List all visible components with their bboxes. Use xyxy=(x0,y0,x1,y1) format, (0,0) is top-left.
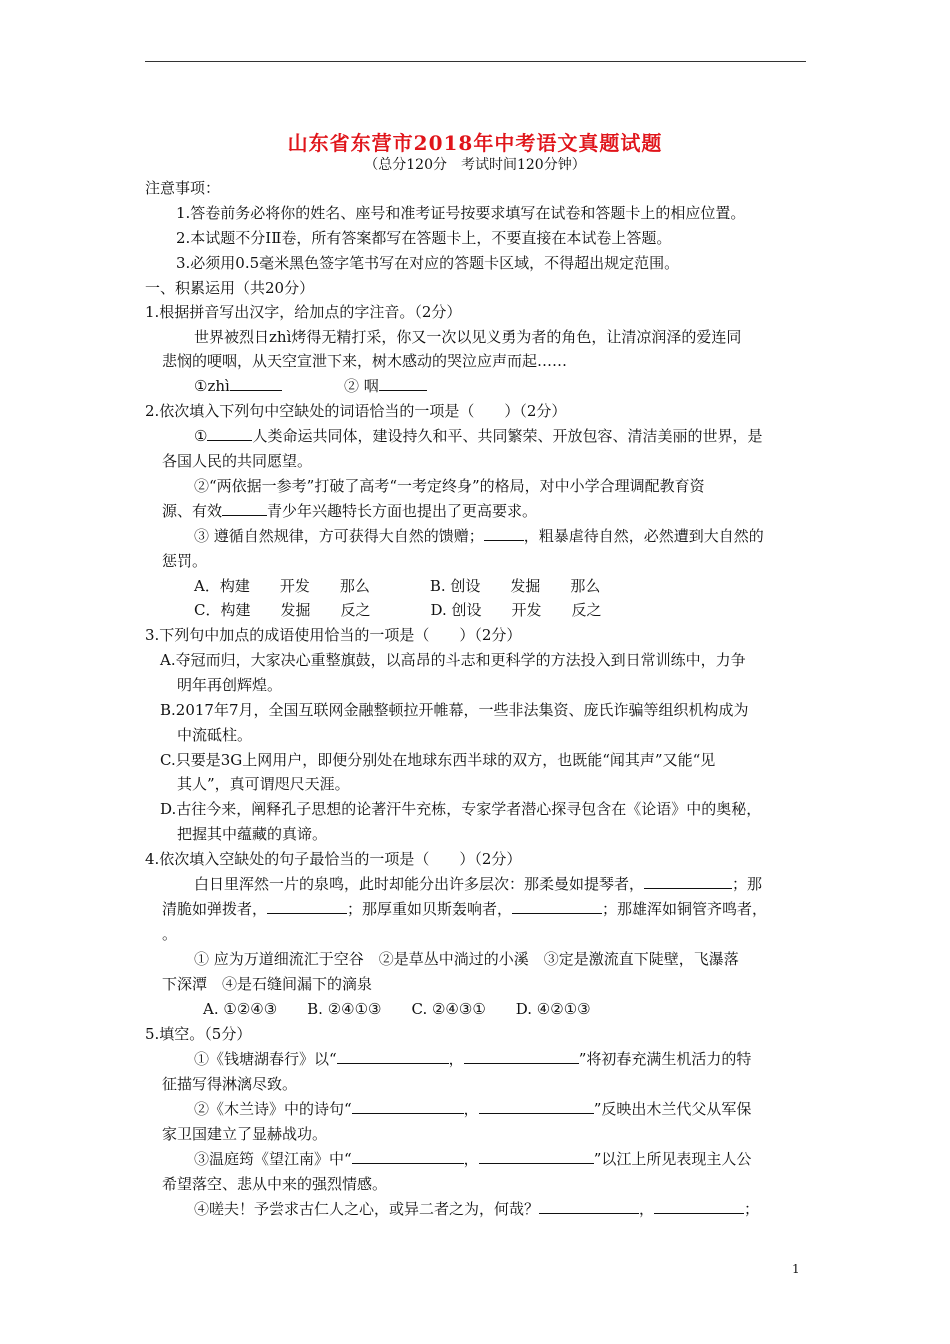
answer-blank[interactable] xyxy=(352,1149,464,1164)
fill-line: ①《钱塘湖春行》以“ ， ”将初春充满生机活力的特 xyxy=(194,1050,752,1068)
answer-blank[interactable] xyxy=(484,526,524,541)
question-stem: 3.下列句中加点的成语使用恰当的一项是（ ）（2分） xyxy=(145,626,522,644)
answer-blank[interactable] xyxy=(222,501,267,516)
sentence-line: 各国人民的共同愿望。 xyxy=(162,452,313,470)
answer-blank[interactable] xyxy=(207,426,252,441)
notes-heading: 注意事项： xyxy=(145,179,221,197)
option-line: C.只要是3G上网用户，即便分别处在地球东西半球的双方，也既能“闻其声”又能“见 xyxy=(160,751,716,769)
passage-line: 悲悯的哽咽，从天空宣泄下来，树木感动的哭泣应声而起…… xyxy=(162,352,568,370)
question-stem: 4.依次填入空缺处的句子最恰当的一项是（ ）（2分） xyxy=(145,850,522,868)
note-item: 1.答卷前务必将你的姓名、座号和准考证号按要求填写在试卷和答题卡上的相应位置。 xyxy=(176,204,746,222)
answer-line: ② 咽 xyxy=(344,376,427,396)
page-number: 1 xyxy=(792,1262,800,1276)
option-line: A.夺冠而归，大家决心重整旗鼓，以高昂的斗志和更科学的方法投入到日常训练中，力争 xyxy=(160,651,746,669)
answer-blank[interactable] xyxy=(267,899,347,914)
option-line: A．构建 开发 那么 B. 创设 发掘 那么 xyxy=(194,577,601,595)
passage-line: 。 xyxy=(162,925,178,943)
question-stem: 2.依次填入下列句中空缺处的词语恰当的一项是（ ）（2分） xyxy=(145,402,567,420)
option-line: 把握其中蕴藏的真谛。 xyxy=(177,825,328,843)
answer-blank[interactable] xyxy=(512,899,602,914)
sentence-line: ① 人类命运共同体，建设持久和平、共同繁荣、开放包容、清洁美丽的世界，是 xyxy=(194,427,763,445)
page-title: 山东省东营市2018年中考语文真题试题 xyxy=(287,131,663,155)
option-line: 明年再创辉煌。 xyxy=(177,676,283,694)
answer-blank[interactable] xyxy=(654,1199,744,1214)
sentence-line: 源、有效 青少年兴趣特长方面也提出了更高要求。 xyxy=(162,502,538,520)
answer-blank[interactable] xyxy=(479,1099,594,1114)
fill-line: ②《木兰诗》中的诗句“ ， ”反映出木兰代父从军保 xyxy=(194,1100,752,1118)
note-item: 2.本试题不分ⅠⅡ卷，所有答案都写在答题卡上，不要直接在本试卷上答题。 xyxy=(176,229,672,247)
passage-line: 清脆如弹拨者， ；那厚重如贝斯轰响者， ；那雄浑如铜管齐鸣者， xyxy=(162,900,768,918)
question-stem: 5.填空。（5分） xyxy=(145,1025,252,1043)
answer-blank[interactable] xyxy=(464,1049,579,1064)
option-line: 下深潭 ④是石缝间漏下的滴泉 xyxy=(162,975,373,993)
option-line: D.古往今来，阐释孔子思想的论著汗牛充栋，专家学者潜心探寻包含在《论语》中的奥秘， xyxy=(160,800,762,818)
fill-line: 希望落空、悲从中来的强烈情感。 xyxy=(162,1175,388,1193)
option-line: 中流砥柱。 xyxy=(177,726,253,744)
header-rule xyxy=(145,61,806,62)
sentence-line: ②“两依据一参考”打破了高考“一考定终身”的格局，对中小学合理调配教育资 xyxy=(194,477,705,495)
passage-line: 世界被烈日zhì烤得无精打采，你又一次以见义勇为者的角色，让清凉润泽的爱连同 xyxy=(194,328,742,346)
answer-blank[interactable] xyxy=(337,1049,449,1064)
answer-blank[interactable] xyxy=(230,376,282,391)
answer-blank[interactable] xyxy=(379,376,427,391)
answer-blank[interactable] xyxy=(352,1099,464,1114)
answer-line: ①zhì xyxy=(194,376,282,396)
fill-line: ④嗟夫！予尝求古仁人之心，或异二者之为，何哉？ ， ； xyxy=(194,1200,760,1218)
option-line: B.2017年7月，全国互联网金融整顿拉开帷幕，一些非法集资、庞氏诈骗等组织机构成为 xyxy=(160,701,749,719)
option-line: C．构建 发掘 反之 D. 创设 开发 反之 xyxy=(194,601,602,619)
answer-blank[interactable] xyxy=(539,1199,639,1214)
answer-blank[interactable] xyxy=(479,1149,594,1164)
option-line: 其人”，真可谓咫尺天涯。 xyxy=(177,775,350,793)
fill-line: 家卫国建立了显赫战功。 xyxy=(162,1125,328,1143)
answer-blank[interactable] xyxy=(644,874,732,889)
exam-info: （总分120分 考试时间120分钟） xyxy=(364,157,586,173)
section-heading: 一、积累运用（共20分） xyxy=(145,279,315,297)
sentence-line: ③ 遵循自然规律，方可获得大自然的馈赠； ，粗暴虐待自然，必然遭到大自然的 xyxy=(194,527,764,545)
fill-line: 征描写得淋漓尽致。 xyxy=(162,1075,298,1093)
fill-line: ③温庭筠《望江南》中“ ， ”以江上所见表现主人公 xyxy=(194,1150,752,1168)
sentence-line: 惩罚。 xyxy=(162,552,208,570)
option-line: ① 应为万道细流汇于空谷 ②是草丛中淌过的小溪 ③定是激流直下陡壁，飞瀑落 xyxy=(194,950,739,968)
choice-line: A. ①②④③ B. ②④①③ C. ②④③① D. ④②①③ xyxy=(203,1000,591,1018)
passage-line: 白日里浑然一片的泉鸣，此时却能分出许多层次：那柔曼如提琴者， ；那 xyxy=(194,875,763,893)
question-stem: 1.根据拼音写出汉字，给加点的字注音。（2分） xyxy=(145,303,462,321)
note-item: 3.必须用0.5毫米黑色签字笔书写在对应的答题卡区域，不得超出规定范围。 xyxy=(176,254,680,272)
